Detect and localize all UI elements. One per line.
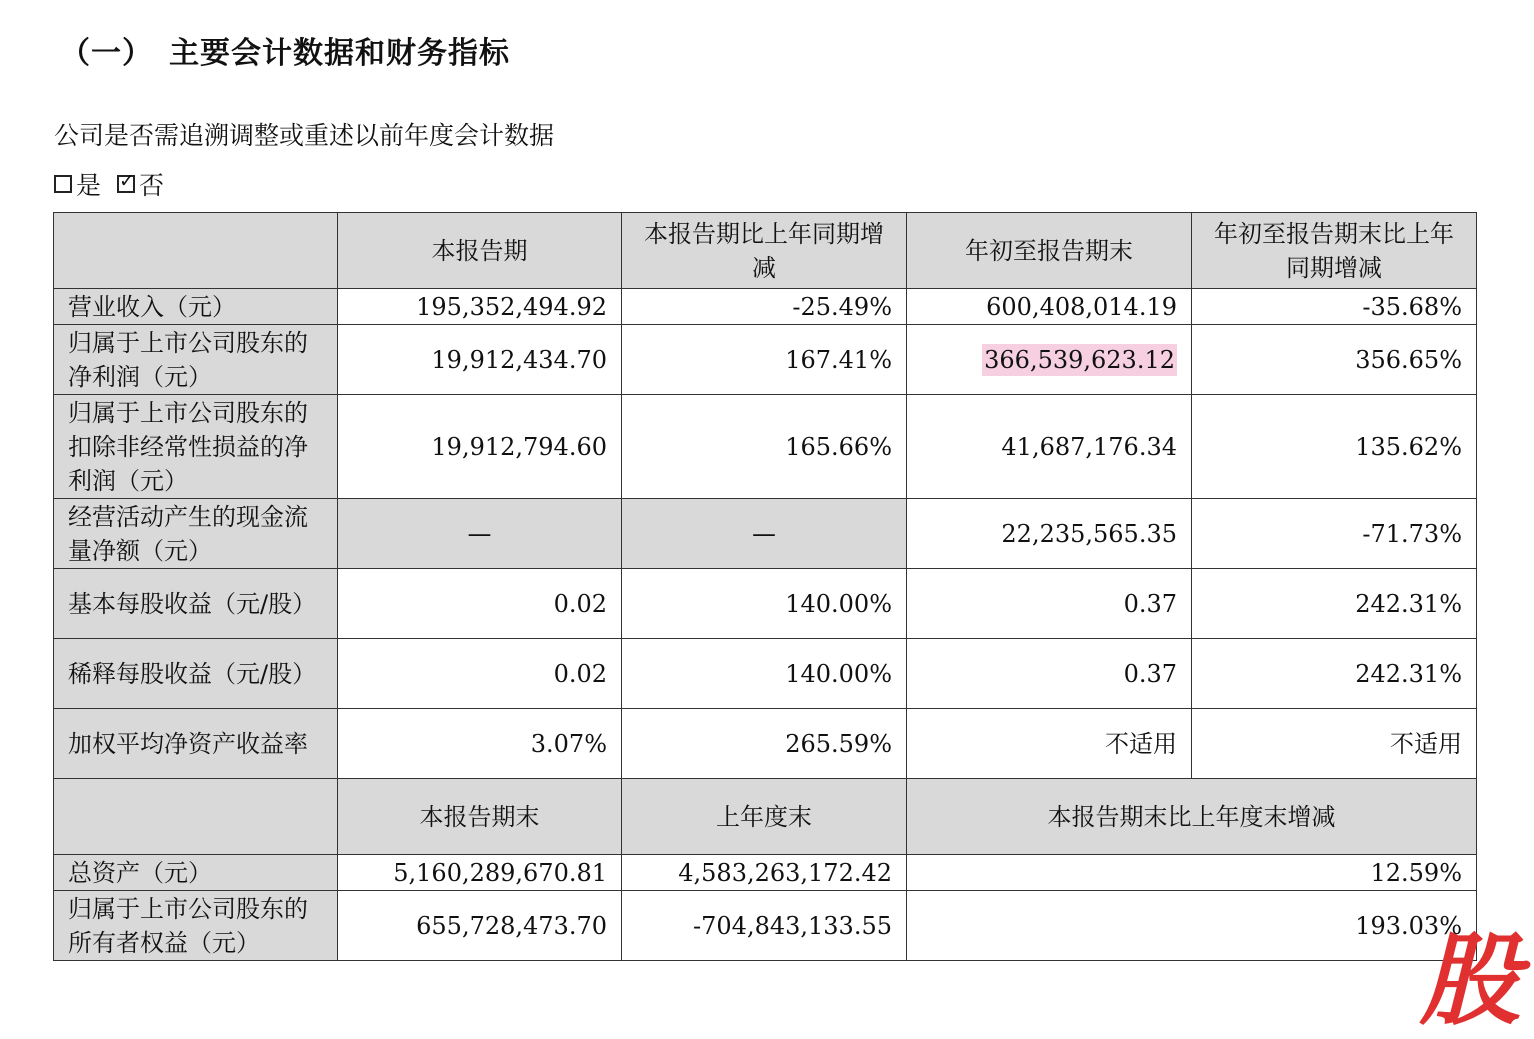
table2-header-cell: 本报告期末	[338, 779, 622, 855]
table-row	[54, 289, 1477, 325]
cell-value: 0.02	[338, 569, 622, 639]
option-no[interactable]	[117, 166, 164, 202]
table-row	[54, 395, 1477, 499]
cell-value: 265.59%	[622, 709, 907, 779]
table-row	[54, 639, 1477, 709]
unchecked-box-icon	[54, 175, 72, 193]
table-row	[54, 709, 1477, 779]
row-label: 加权平均净资产收益率	[54, 709, 338, 779]
cell-value: 0.37	[907, 639, 1192, 709]
cell-value: 135.62%	[1192, 395, 1477, 499]
cell-value: 600,408,014.19	[907, 289, 1192, 325]
table2-header-cell: 上年度末	[622, 779, 907, 855]
cell-value: -35.68%	[1192, 289, 1477, 325]
cell-value: —	[338, 499, 622, 569]
cell-value: 41,687,176.34	[907, 395, 1192, 499]
table2-header-row	[54, 779, 1477, 855]
table2-header-cell: 本报告期末比上年度末增减	[907, 779, 1477, 855]
cell-value: 242.31%	[1192, 639, 1477, 709]
cell-value: 242.31%	[1192, 569, 1477, 639]
cell-value: 193.03%	[907, 891, 1477, 961]
cell-value: —	[622, 499, 907, 569]
option-no-label: 否	[139, 171, 165, 200]
highlighted-value: 366,539,623.12	[984, 345, 1175, 374]
cell-value: 19,912,794.60	[338, 395, 622, 499]
cell-value: 140.00%	[622, 569, 907, 639]
table1-header-row	[54, 213, 1477, 289]
cell-value: 165.66%	[622, 395, 907, 499]
section-title: （一） 主要会计数据和财务指标	[60, 36, 510, 71]
restatement-question: 公司是否需追溯调整或重述以前年度会计数据	[54, 121, 555, 150]
cell-value: 167.41%	[622, 325, 907, 395]
table-row	[54, 499, 1477, 569]
cell-value: 3.07%	[338, 709, 622, 779]
table-row	[54, 855, 1477, 891]
table1-header-corner	[54, 213, 338, 289]
cell-value: 655,728,473.70	[338, 891, 622, 961]
cell-value: -704,843,133.55	[622, 891, 907, 961]
table2-header-corner	[54, 779, 338, 855]
table-row	[54, 569, 1477, 639]
restatement-options	[54, 166, 180, 202]
cell-value: -25.49%	[622, 289, 907, 325]
table1-header-cell: 年初至报告期末	[907, 213, 1192, 289]
cell-value: 0.37	[907, 569, 1192, 639]
row-label: 归属于上市公司股东的扣除非经常性损益的净利润（元）	[54, 395, 338, 499]
table1-header-cell: 本报告期	[338, 213, 622, 289]
cell-value: -71.73%	[1192, 499, 1477, 569]
row-label: 经营活动产生的现金流量净额（元）	[54, 499, 338, 569]
cell-value: 5,160,289,670.81	[338, 855, 622, 891]
row-label: 营业收入（元）	[54, 289, 338, 325]
cell-value: 4,583,263,172.42	[622, 855, 907, 891]
cell-value: 195,352,494.92	[338, 289, 622, 325]
cell-value: 不适用	[907, 709, 1192, 779]
cell-value: 不适用	[1192, 709, 1477, 779]
table-row	[54, 891, 1477, 961]
row-label: 归属于上市公司股东的所有者权益（元）	[54, 891, 338, 961]
table1-header-cell: 年初至报告期末比上年同期增减	[1192, 213, 1477, 289]
financial-indicators-table	[53, 212, 1477, 961]
table1-header-cell: 本报告期比上年同期增减	[622, 213, 907, 289]
cell-value: 12.59%	[907, 855, 1477, 891]
option-yes-label: 是	[76, 171, 102, 200]
checked-box-icon	[117, 175, 135, 193]
option-yes[interactable]	[54, 166, 101, 202]
cell-value	[907, 325, 1192, 395]
cell-value: 19,912,434.70	[338, 325, 622, 395]
row-label: 基本每股收益（元/股）	[54, 569, 338, 639]
watermark-logo: 股	[1420, 921, 1520, 1039]
cell-value: 140.00%	[622, 639, 907, 709]
row-label: 归属于上市公司股东的净利润（元）	[54, 325, 338, 395]
table-row	[54, 325, 1477, 395]
row-label: 总资产（元）	[54, 855, 338, 891]
cell-value: 0.02	[338, 639, 622, 709]
cell-value: 22,235,565.35	[907, 499, 1192, 569]
cell-value: 356.65%	[1192, 325, 1477, 395]
row-label: 稀释每股收益（元/股）	[54, 639, 338, 709]
